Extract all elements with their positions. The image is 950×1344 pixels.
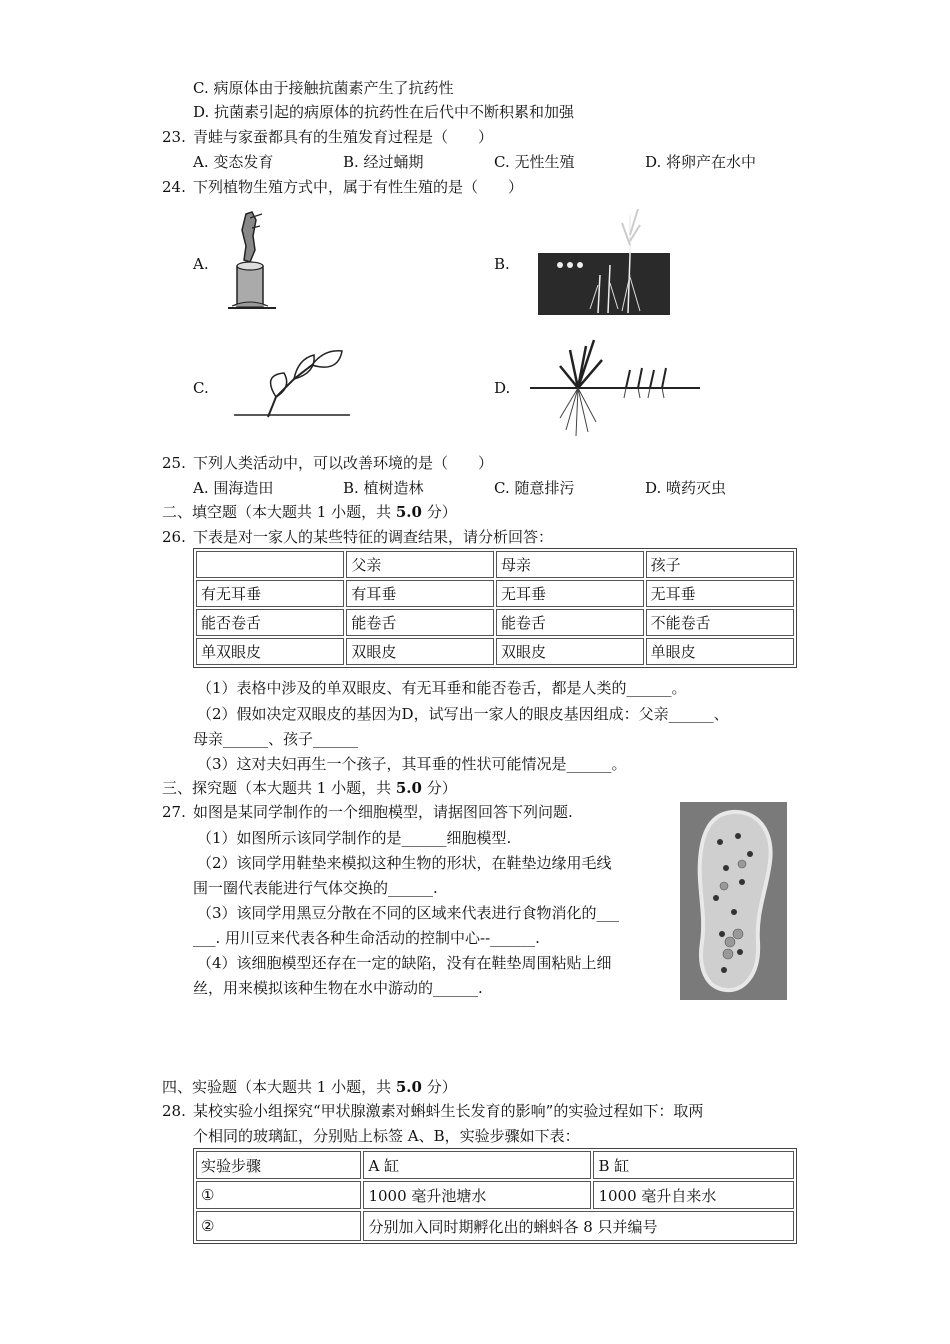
q24-stem: 下列植物生殖方式中，属于有性生殖的是（ ） — [193, 178, 524, 196]
q26-number: 26. — [162, 528, 186, 546]
q23-stem: 青蛙与家蚕都具有的生殖发育过程是（ ） — [193, 128, 494, 146]
table-cell: 1000 毫升池塘水 — [363, 1181, 591, 1209]
table-cell: 无耳垂 — [496, 580, 644, 607]
q27-line-7: 丝，用来模拟该种生物在水中游动的______. — [193, 979, 483, 997]
division-image — [530, 330, 700, 440]
q23-option-d: D. 将卵产在水中 — [645, 153, 757, 171]
table-cell — [196, 551, 344, 578]
table-cell: 能卷舌 — [496, 609, 644, 636]
q25-option-d: D. 喷药灭虫 — [645, 479, 727, 497]
table-cell: 分别加入同时期孵化出的蝌蚪各 8 只并编号 — [363, 1211, 794, 1241]
q27-line-5: ___. 用川豆来代表各种生命活动的控制中心--______. — [193, 929, 540, 947]
table-row — [196, 551, 794, 578]
q26-subquestion-2b: 母亲______、孩子______ — [193, 730, 359, 748]
q23-option-a: A. 变态发育 — [193, 153, 274, 171]
layering-image — [232, 345, 352, 423]
q25-option-c: C. 随意排污 — [494, 479, 575, 497]
q24-label-c: C. — [193, 379, 209, 397]
q27-line-4: （3）该同学用黑豆分散在不同的区域来代表进行食物消化的___ — [197, 904, 620, 922]
q28-experiment-table — [193, 1148, 797, 1244]
table-cell: A 缸 — [363, 1151, 591, 1179]
q24-label-b: B. — [494, 255, 510, 273]
q27-line-6: （4）该细胞模型还存在一定的缺陷，没有在鞋垫周围粘贴上细 — [197, 954, 612, 972]
q23-option-c: C. 无性生殖 — [494, 153, 575, 171]
table-row — [196, 580, 794, 607]
q27-line-3: 围一圈代表能进行气体交换的______. — [193, 879, 438, 897]
q27-line-2: （2）该同学用鞋垫来模拟这种生物的形状，在鞋垫边缘用毛线 — [197, 854, 612, 872]
table-cell: ① — [196, 1181, 361, 1209]
table-cell: 孩子 — [646, 551, 794, 578]
table-cell: 无耳垂 — [646, 580, 794, 607]
table-cell: ② — [196, 1211, 361, 1241]
grafting-image — [222, 210, 282, 315]
table-cell: 有耳垂 — [346, 580, 494, 607]
table-cell: 父亲 — [346, 551, 494, 578]
q27-stem: 如图是某同学制作的一个细胞模型，请据图回答下列问题. — [193, 803, 573, 821]
q27-line-1: （1）如图所示该同学制作的是______细胞模型. — [197, 829, 512, 847]
table-cell: 单双眼皮 — [196, 638, 344, 665]
q26-subquestion-1: （1）表格中涉及的单双眼皮、有无耳垂和能否卷舌，都是人类的______。 — [197, 679, 687, 697]
table-row — [196, 609, 794, 636]
cell-model-photo — [680, 802, 787, 1000]
table-cell: 能否卷舌 — [196, 609, 344, 636]
table-row — [196, 1211, 794, 1241]
section-2-heading: 二、填空题（本大题共 1 小题，共 5.0 分） — [162, 503, 457, 521]
q24-number: 24. — [162, 178, 186, 196]
table-cell: 母亲 — [496, 551, 644, 578]
section-4-heading: 四、实验题（本大题共 1 小题，共 5.0 分） — [162, 1078, 457, 1096]
q27-number: 27. — [162, 803, 186, 821]
seed-germination-image — [538, 205, 670, 317]
table-row — [196, 638, 794, 665]
q26-trait-table — [193, 548, 797, 668]
q26-subquestion-2a: （2）假如决定双眼皮的基因为D，试写出一家人的眼皮基因组成：父亲______、 — [197, 705, 729, 723]
q22-option-d: D. 抗菌素引起的病原体的抗药性在后代中不断积累和加强 — [193, 103, 575, 121]
table-row — [196, 1181, 794, 1209]
table-row — [196, 1151, 794, 1179]
q24-label-d: D. — [494, 379, 511, 397]
q26-subquestion-3: （3）这对夫妇再生一个孩子，其耳垂的性状可能情况是______。 — [197, 755, 627, 773]
table-cell: B 缸 — [593, 1151, 794, 1179]
q25-option-b: B. 植树造林 — [343, 479, 424, 497]
table-cell: 实验步骤 — [196, 1151, 361, 1179]
q25-stem: 下列人类活动中，可以改善环境的是（ ） — [193, 454, 494, 472]
table-cell: 单眼皮 — [646, 638, 794, 665]
q28-stem-line-2: 个相同的玻璃缸，分别贴上标签 A、B，实验步骤如下表： — [193, 1127, 580, 1145]
table-cell: 能卷舌 — [346, 609, 494, 636]
table-cell: 双眼皮 — [496, 638, 644, 665]
q23-option-b: B. 经过蛹期 — [343, 153, 424, 171]
table-cell: 双眼皮 — [346, 638, 494, 665]
q24-label-a: A. — [193, 255, 209, 273]
section-3-heading: 三、探究题（本大题共 1 小题，共 5.0 分） — [162, 779, 457, 797]
q25-option-a: A. 围海造田 — [193, 479, 274, 497]
q28-stem-line-1: 某校实验小组探究“甲状腺激素对蝌蚪生长发育的影响”的实验过程如下：取两 — [193, 1102, 704, 1120]
q28-number: 28. — [162, 1102, 186, 1120]
table-cell: 有无耳垂 — [196, 580, 344, 607]
q22-option-c: C. 病原体由于接触抗菌素产生了抗药性 — [193, 79, 454, 97]
table-cell: 不能卷舌 — [646, 609, 794, 636]
table-cell: 1000 毫升自来水 — [593, 1181, 794, 1209]
q26-stem: 下表是对一家人的某些特征的调查结果，请分析回答： — [193, 528, 554, 546]
q23-number: 23. — [162, 128, 186, 146]
q25-number: 25. — [162, 454, 186, 472]
